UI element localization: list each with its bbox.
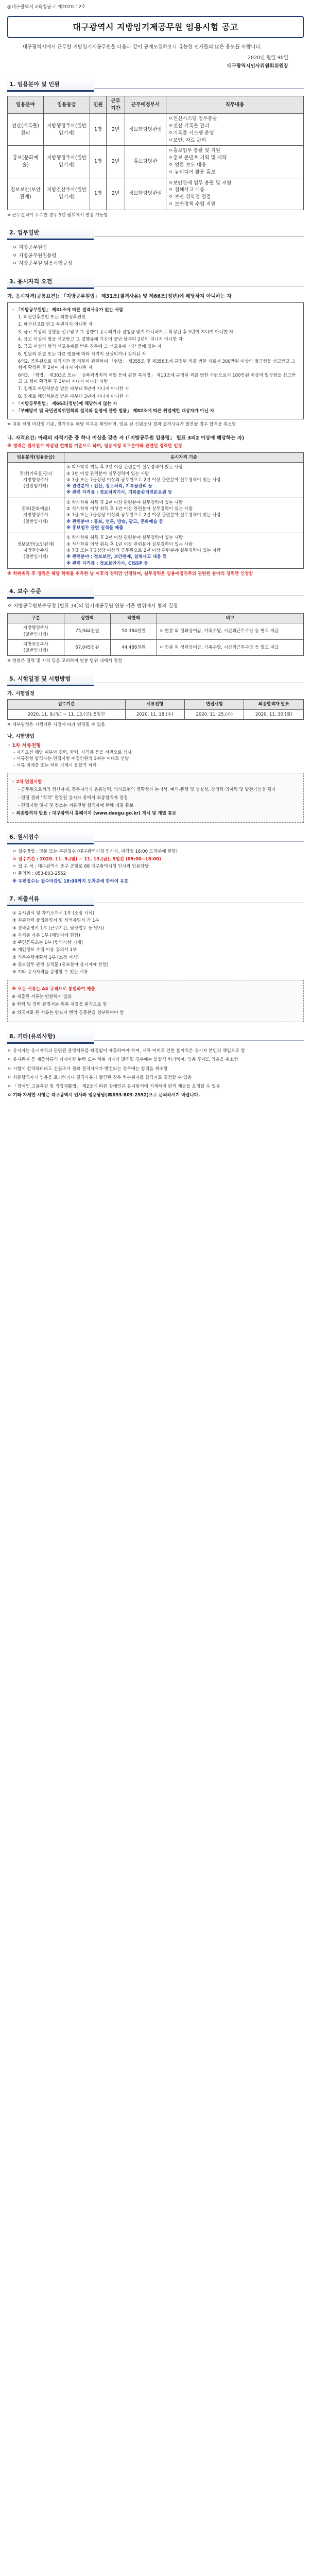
req-line: ※ 관련분야 : 홍보, 언론, 방송, 광고, 문화예술 등 (66, 519, 163, 524)
intro-text: 대구광역시에서 근무할 지방임기제공무원을 다음과 같이 공개모집하오니 유능한 인재들의 많은 응모를 바랍니다. (23, 44, 262, 50)
note-line: ※ 제출된 서류는 반환하지 않음 (12, 994, 72, 1000)
list-item: ⑤ 주민등록초본 1부 (병역사항 기재) (12, 940, 83, 946)
method-line: - 공무원으로서의 정신자세, 전문지식과 응용능력, 의사표현의 정확성과 논리성, 예의·품행 및 성실성, 창의력·의지력 및 발전가능성 평가 (18, 787, 276, 793)
req-line: ① 학사학위 취득 후 2년 이상 관련분야 실무경력이 있는 사람 (66, 465, 183, 470)
col-header: 최종합격자 발표 (244, 700, 304, 709)
salary-table (7, 613, 304, 656)
documents-note-box (7, 980, 304, 1022)
list-item: ㅇ 지방공무원임용령 (12, 252, 57, 259)
col-header: 임용분야 (8, 96, 44, 114)
cell-period: 2년 (107, 114, 125, 146)
cell-grade: 지방행정주사 (일반임기제) (8, 623, 64, 640)
col-header: 서류전형 (125, 700, 184, 709)
box-line: 1. 피성년후견인 또는 피한정후견인 (18, 315, 86, 320)
cell-duty: ㅇ홍보업무 총괄 및 지원 ㅇ홍보 콘텐츠 기획 및 제작 ㅇ 언론 보도 대응 ㅇ 뉴미디어 활용 홍보 (166, 146, 304, 178)
signature-block (7, 55, 304, 70)
table-row (8, 498, 304, 533)
cell-grade: 지방행정주사(일반임기제) (44, 146, 90, 178)
table-row (8, 146, 304, 178)
list-item: ㅇ 지방공무원 임용시험규정 (12, 261, 73, 267)
box-line: ◦ 「부패방지 및 국민권익위원회의 설치와 운영에 관한 법률」 제82조에 따른 취업제한 대상자가 아닌 자 (12, 409, 214, 414)
cell-lower: 44,488천원 (111, 639, 157, 656)
section-title: 4. 보수 수준 (7, 586, 94, 599)
cell-count: 1명 (90, 146, 107, 178)
recruitment-table (7, 96, 304, 210)
subsection-title: 가. 응시자격(공통요건): 「지방공무원법」 제31조(결격사유) 및 제66조(정년)에 해당하지 아니하는 자 (7, 294, 232, 300)
announce-date: 2020년 월일 90일 (247, 55, 288, 61)
col-header: 구분 (8, 613, 64, 623)
cell-doc: 2020. 11. 18.(수) (125, 709, 184, 719)
cell-remark: ㅇ 연봉 외 성과상여금, 가족수당, 시간외근무수당 등 별도 지급 (157, 639, 304, 656)
note-line: ※ 학력 및 경력 증명서는 원본 제출을 원칙으로 함 (12, 1002, 107, 1008)
method-heading: ◦ 2차 면접시험 (12, 779, 42, 785)
table-row (8, 178, 304, 210)
col-header: 비고 (157, 613, 304, 623)
disqualification-box (7, 302, 304, 419)
list-item: ③ 경력증명서 1부 (근무기간, 담당업무 등 명시) (12, 925, 105, 931)
cell-period: 2년 (107, 146, 125, 178)
table-row (8, 709, 304, 719)
list-item: ④ 자격증 사본 1부 (해당자에 한함) (12, 933, 80, 938)
col-header: 근무기간 (107, 96, 125, 114)
list-item: ⑧ 홍보업무 관련 실적물 (홍보분야 응시자에 한함) (12, 962, 109, 968)
method-line: - 면접 결과 "적격" 판정된 응시자 중에서 최종합격자 결정 (18, 795, 128, 801)
section-schedule (7, 674, 304, 823)
list-item: ⑨ 기타 응시자격을 증명할 수 있는 서류 (12, 970, 88, 975)
section-title: 8. 기타(유의사항) (7, 1031, 94, 1044)
schedule-table (7, 699, 304, 720)
req-line: ③ 7급 또는 7급상당 이상의 공무원으로 2년 이상 관련분야 실무경력이 있는 사람 (66, 548, 221, 553)
cell-duty: ㅇ보안관제 업무 총괄 및 지원 ㅇ 침해사고 대응 ㅇ 보안 취약점 점검 ㅇ 보안정책 수립 지원 (166, 178, 304, 210)
table-row (8, 639, 304, 656)
method-line: - 서류 미제출 또는 허위 기재시 불합격 처리 (13, 762, 97, 768)
section-title: 2. 업무일반 (7, 228, 94, 240)
req-line: ① 학사학위 취득 후 2년 이상 관련분야 실무경력이 있는 사람 (66, 535, 183, 541)
note-paragraph: ㅇ 응시자는 응시자격과 관련된 증빙서류를 빠짐없이 제출하여야 하며, 서류 미비로 인한 불이익은 응시자 본인의 책임으로 함 (7, 1048, 245, 1054)
col-header: 근무예정부서 (125, 96, 166, 114)
cell-field: 전산(기록물)관리 지방행정주사 (일반임기제) (8, 463, 64, 498)
list-item: ㅇ 문의처 : 053-803-2552 (12, 871, 66, 877)
box-line: 7. 징계로 파면처분을 받은 때부터 5년이 지나지 아니한 자 (18, 386, 129, 392)
cell-grade: 지방행정주사(일반임기제) (44, 114, 90, 146)
announce-org: 대구광역시인사위원회위원장 (227, 63, 288, 70)
req-line: ② 석사학위 이상 취득 후 1년 이상 관련분야 실무경력이 있는 사람 (66, 506, 193, 512)
subsection-title: 가. 시험일정 (7, 690, 34, 697)
section-notes (7, 1031, 304, 1099)
method-line: - 자격요건 해당 여부와 경력, 학력, 자격증 등을 서면으로 심사 (13, 750, 132, 755)
section-documents (7, 894, 304, 1022)
list-item: ㅇ 접수방법 : 방문 또는 우편접수 (대구광역시청 인사과, 마감일 18:00 도착분에 한함) (12, 849, 178, 855)
col-header: 면접시험 (185, 700, 244, 709)
cell-count: 1명 (90, 178, 107, 210)
section-title: 1. 임용분야 및 인원 (7, 79, 94, 92)
req-line: ③ 7급 또는 7급상당 이상의 공무원으로 2년 이상 관련분야 실무경력이 있는 사람 (66, 477, 221, 483)
list-item: ⑥ 개인정보 수집·이용 동의서 1부 (12, 947, 77, 953)
note-paragraph: ㅇ 최종합격자가 임용을 포기하거나 결격사유가 발견된 경우 차순위자를 합격자로 결정할 수 있음 (7, 1075, 192, 1080)
method-line: - 서류전형 합격자는 면접시험 예정인원의 3배수 이내로 선발 (13, 756, 129, 762)
req-line: ③ 7급 또는 7급상당 이상의 공무원으로 2년 이상 관련분야 실무경력이 있는 사람 (66, 513, 221, 518)
cell-count: 1명 (90, 114, 107, 146)
req-line: ※ 관련 자격증 : 정보처리기사, 기록물관리전문요원 등 (66, 490, 172, 496)
list-item: ㅇ 지방공무원법 (12, 244, 47, 250)
col-header: 임용분야(임용등급) (8, 452, 64, 462)
box-line: 8. 징계로 해임처분을 받은 때부터 3년이 지나지 아니한 자 (18, 394, 129, 399)
section-note: ※ 학위취득 후 경력은 해당 학위를 취득한 날 이후의 경력만 인정하며, 실무경력은 임용예정직무와 관련된 분야의 경력만 인정함 (7, 571, 253, 577)
subsection-note: ※ 경력은 원서접수 마감일 현재를 기준으로 하며, 임용예정 직무분야와 관련된 경력만 인정 (7, 443, 182, 449)
cell-duty: ㅇ전산시스템 업무총괄 ㅇ전산 기록물 관리 ㅇ기록물 시스템 운영 ㅇ보안, 자료 관리 (166, 114, 304, 146)
section-title: 6. 원서접수 (7, 832, 94, 844)
box-line: 6의2. 공무원으로 재직기간 중 직무와 관련하여 「형법」 제355조 및 제356조에 규정된 죄를 범한 자로서 300만원 이상의 벌금형을 선고받고 그 형이 확정된 후 2년이 지나지 아니한 자 (18, 359, 296, 371)
box-line: 6의3. 「형법」 제303조 또는 「성폭력범죄의 처벌 등에 관한 특례법」 제10조에 규정된 죄를 범한 사람으로서 100만원 이상의 벌금형을 선고받고 그 형이 확정된 후 3년이 지나지 아니한 사람 (18, 372, 296, 384)
section-title: 3. 응시자격 요건 (7, 277, 94, 289)
section-laws (7, 228, 304, 267)
box-line: ◦ 「지방공무원법」 제66조(정년)에 해당하지 않는 자 (12, 401, 117, 406)
cell-field: 홍보(문화예술) (8, 146, 44, 178)
cell-upper: 67,045천원 (64, 639, 111, 656)
list-item: ㅇ 접 수 처 : 대구광역시 중구 공평로 88 대구광역시청 인사과 임용담당 (12, 864, 149, 870)
page-title: 대구광역시 지방임기제공무원 임용시험 공고 (7, 16, 304, 38)
cell-final: 2020. 11. 30.(월) (244, 709, 304, 719)
col-header: 인원 (90, 96, 107, 114)
table-row (8, 623, 304, 640)
method-line: - 면접시험 일시 및 장소는 서류전형 합격자에 한해 개별 통보 (18, 803, 134, 808)
list-item: ㅇ 접수기간 : 2020. 11. 9.(월) ~ 11. 13.(금), 5일간 (09:00~18:00) (12, 856, 161, 862)
list-item: ① 응시원서 및 자기소개서 1부 (소정 서식) (12, 910, 95, 916)
box-line: 5. 금고 이상의 형의 선고유예를 받은 경우에 그 선고유예 기간 중에 있는 자 (18, 344, 162, 350)
note-paragraph: ㅇ 응시원서 등 제출서류의 기재사항 누락 또는 허위 기재가 발견될 경우에는 불합격 처리하며, 임용 후에도 임용을 취소함 (7, 1057, 238, 1063)
note-paragraph: ㅇ 기타 자세한 사항은 대구광역시 인사과 임용담당(☎053-803-2552)으로 문의하시기 바랍니다. (7, 1093, 200, 1098)
table-row (8, 533, 304, 569)
notice-number: ◎대구광역시교육청공고 제2020-12호 (7, 5, 86, 10)
note-paragraph: ㅇ 「장애인 고용촉진 및 직업재활법」 제2조에 따른 장애인은 응시원서에 기재하여 편의 제공을 요청할 수 있음 (7, 1084, 220, 1090)
section-qualification (7, 277, 304, 577)
cell-field: 정보보안(보안관제) (8, 178, 44, 210)
list-item: ※ 우편접수는 접수마감일 18:00까지 도착분에 한하여 유효 (12, 878, 129, 884)
req-line: ① 학사학위 취득 후 2년 이상 관련분야 실무경력이 있는 사람 (66, 500, 183, 505)
req-line: ② 석사학위 이상 취득 후 1년 이상 관련분야 실무경력이 있는 사람 (66, 541, 193, 547)
note-line: ※ 외국어로 된 서류는 반드시 번역 공증본을 첨부하여야 함 (12, 1010, 124, 1015)
salary-intro: ㅇ 지방공무원보수규정 [별표 34]의 임기제공무원 연봉 기준 범위에서 협의 결정 (7, 603, 178, 609)
table-row (8, 114, 304, 146)
method-heading: ◦ 1차 서류전형 (7, 743, 41, 749)
box-line: 6. 법원의 판결 또는 다른 법률에 따라 자격이 상실되거나 정지된 자 (18, 351, 146, 357)
cell-remark: ㅇ 연봉 외 성과상여금, 가족수당, 시간외근무수당 등 별도 지급 (157, 623, 304, 640)
cell-upper: 75,944천원 (64, 623, 111, 640)
list-item: ⑦ 직무수행계획서 1부 (소정 서식) (12, 955, 79, 960)
req-line: ※ 홍보업무 관련 실적물 제출 (66, 526, 124, 531)
col-header: 상한액 (64, 613, 111, 623)
box-line: 4. 금고 이상의 형을 선고받고 그 집행유예 기간이 끝난 날부터 2년이 지나지 아니한 자 (18, 337, 183, 343)
cell-lower: 50,384천원 (111, 623, 157, 640)
section-note: ※ 지원 신청 마감일 기준, 결격사유 해당 여부를 확인하며, 임용 전 신원조사 결과 결격사유가 발견될 경우 합격을 취소함 (7, 421, 236, 427)
col-header: 임용등급 (44, 96, 90, 114)
col-header: 접수기간 (8, 700, 126, 709)
section-salary (7, 586, 304, 665)
cell-field: 홍보(문화예술) 지방행정주사 (일반임기제) (8, 498, 64, 533)
section-title: 7. 제출서류 (7, 894, 94, 906)
section-title: 5. 시험일정 및 시험방법 (7, 674, 94, 686)
subsection-title: 나. 시험방법 (7, 734, 34, 740)
cell-field: 정보보안(보안관제) 지방전산주사 (일반임기제) (8, 533, 64, 569)
cell-grade: 지방전산주사 (일반임기제) (8, 639, 64, 656)
note-paragraph: ㅇ 시험에 합격하더라도 신원조사 결과 결격사유가 발견되는 경우에는 합격을 취소함 (7, 1066, 168, 1072)
table-row (8, 463, 304, 498)
note-line: ※ 모든 서류는 A4 규격으로 통일하여 제출 (12, 986, 95, 992)
list-item: ② 최종학력 졸업증명서 및 성적증명서 각 1부 (12, 918, 99, 924)
section-application (7, 832, 304, 885)
cell-dept: 홍보담당관 (125, 146, 166, 178)
notice-page (0, 0, 311, 1112)
subsection-title: 나. 자격요건: 아래의 자격기준 중 하나 이상을 갖춘 자 (「지방공무원 임용령」 별표 3의2 이상에 해당하는 자) (7, 435, 245, 441)
requirements-table (7, 452, 304, 569)
method-heading: ◦ 최종합격자 발표 : 대구광역시 홈페이지 (www.daegu.go.kr) 게시 및 개별 통보 (12, 811, 177, 817)
cell-dept: 정보화담당관실 (125, 114, 166, 146)
box-line: 3. 금고 이상의 실형을 선고받고 그 집행이 종료되거나 집행을 받지 아니하기로 확정된 후 5년이 지나지 아니한 자 (18, 329, 234, 335)
req-line: ② 3년 이상 관련분야 실무경력이 있는 사람 (66, 471, 149, 477)
req-line: ※ 관련분야 : 전산, 정보처리, 기록물관리 등 (66, 484, 153, 489)
box-line: ◦ 「지방공무원법」 제31조에 따른 결격사유가 없는 사람 (12, 307, 124, 313)
section-note: ※ 근무실적이 우수한 경우 5년 범위에서 연장 가능함 (7, 212, 108, 218)
col-header: 하한액 (111, 613, 157, 623)
box-line: 2. 파산선고를 받고 복권되지 아니한 자 (18, 322, 93, 328)
req-line: ※ 관련 자격증 : 정보보안기사, CISSP 등 (66, 561, 148, 566)
interview-box (7, 773, 304, 823)
cell-period: 2년 (107, 178, 125, 210)
req-line: ※ 관련분야 : 정보보안, 보안관제, 침해사고 대응 등 (66, 554, 167, 560)
col-header: 직무내용 (166, 96, 304, 114)
col-header: 응시자격 기준 (64, 452, 304, 462)
section-recruitment (7, 79, 304, 218)
cell-interview: 2020. 11. 25.(수) (185, 709, 244, 719)
section-note: ※ 세부일정은 시행기관 사정에 따라 변경될 수 있음 (7, 722, 106, 728)
section-note: ※ 연봉은 경력 및 자격 등을 고려하여 연봉 범위 내에서 결정 (7, 658, 122, 664)
cell-period: 2020. 11. 9.(월) ~ 11. 13.(금), 5일간 (8, 709, 126, 719)
cell-dept: 정보화담당관실 (125, 178, 166, 210)
cell-field: 전산(기록물)관리 (8, 114, 44, 146)
cell-grade: 지방전산주사(일반임기제) (44, 178, 90, 210)
